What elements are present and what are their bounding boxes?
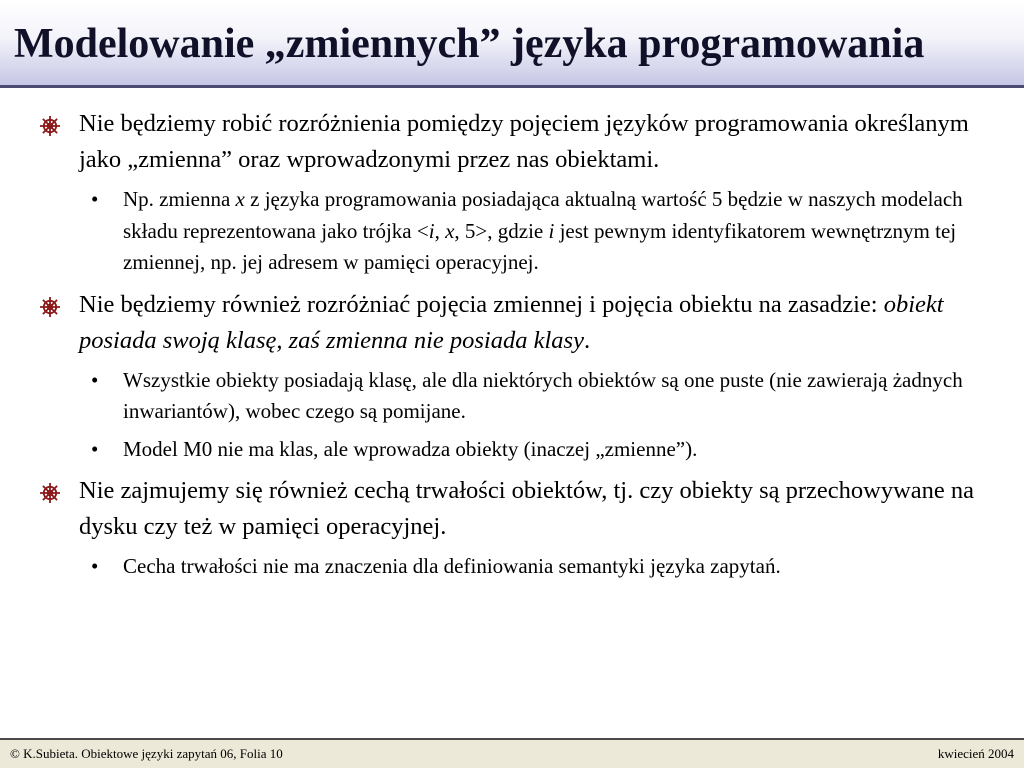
- title-bar: [0, 0, 1024, 88]
- sub-bullet-2-1: [91, 365, 1018, 428]
- footer-date: kwiecień 2004: [937, 746, 1014, 761]
- bullet-3: [79, 473, 994, 545]
- sub-bullet-text: Np. zmienna x z języka programowania posiadająca aktualną wartość 5 będzie w naszych modelach składu reprezentowana jako trójka <i, x, 5>, gdzie i jest pewnym identyfikatorem wewnętrznym tej zmiennej, np. jej adresem w pamięci operacyjnej.: [123, 187, 963, 274]
- emphasis-text: obiekt posiada swoją klasę, zaś zmienna nie posiada klasy: [79, 290, 944, 354]
- bullet-text: Nie zajmujemy się również cechą trwałości obiektów, tj. czy obiekty są przechowywane na dysku czy też w pamięci operacyjnej.: [79, 477, 975, 540]
- bullet-text: Nie będziemy również rozróżniać pojęcia zmiennej i pojęcia obiektu na zasadzie: obiekt posiada swoją klasę, zaś zmienna nie posiada klasy.: [79, 290, 944, 354]
- sub-bullet-text: Model M0 nie ma klas, ale wprowadza obiekty (inaczej „zmienne”).: [123, 436, 698, 461]
- footer-copyright: © K.Subieta. Obiektowe języki zapytań 06, Folia 10: [10, 746, 283, 761]
- bullet-1: [79, 106, 994, 178]
- slide-title: Modelowanie „zmiennych” języka programowania: [14, 21, 925, 67]
- bullet-text: Nie będziemy robić rozróżnienia pomiędzy pojęciem języków programowania określanym jako „zmienna” oraz wprowadzonymi przez nas obiektami.: [79, 110, 969, 173]
- sub-bullet-text: Cecha trwałości nie ma znaczenia dla definiowania semantyki języka zapytań.: [123, 554, 781, 578]
- slide-content: [0, 106, 1024, 583]
- dot-bullet-icon: •: [91, 187, 99, 211]
- sub-bullet-text: Wszystkie obiekty posiadają klasę, ale dla niektórych obiektów są one puste (nie zawierają żadnych inwariantów), wobec czego są pomijane.: [123, 367, 963, 423]
- dot-bullet-icon: •: [91, 436, 99, 461]
- wheel-bullet-icon: [39, 115, 61, 137]
- wheel-bullet-icon: [39, 296, 61, 318]
- sub-bullet-3-1: [91, 551, 1018, 583]
- sub-bullet-2-2: [91, 434, 1018, 466]
- dot-bullet-icon: •: [91, 554, 99, 578]
- wheel-bullet-icon: [39, 482, 61, 504]
- slide-footer: [0, 738, 1024, 768]
- dot-bullet-icon: •: [91, 367, 99, 392]
- bullet-2: [79, 287, 994, 359]
- sub-bullet-1-1: [91, 184, 1018, 279]
